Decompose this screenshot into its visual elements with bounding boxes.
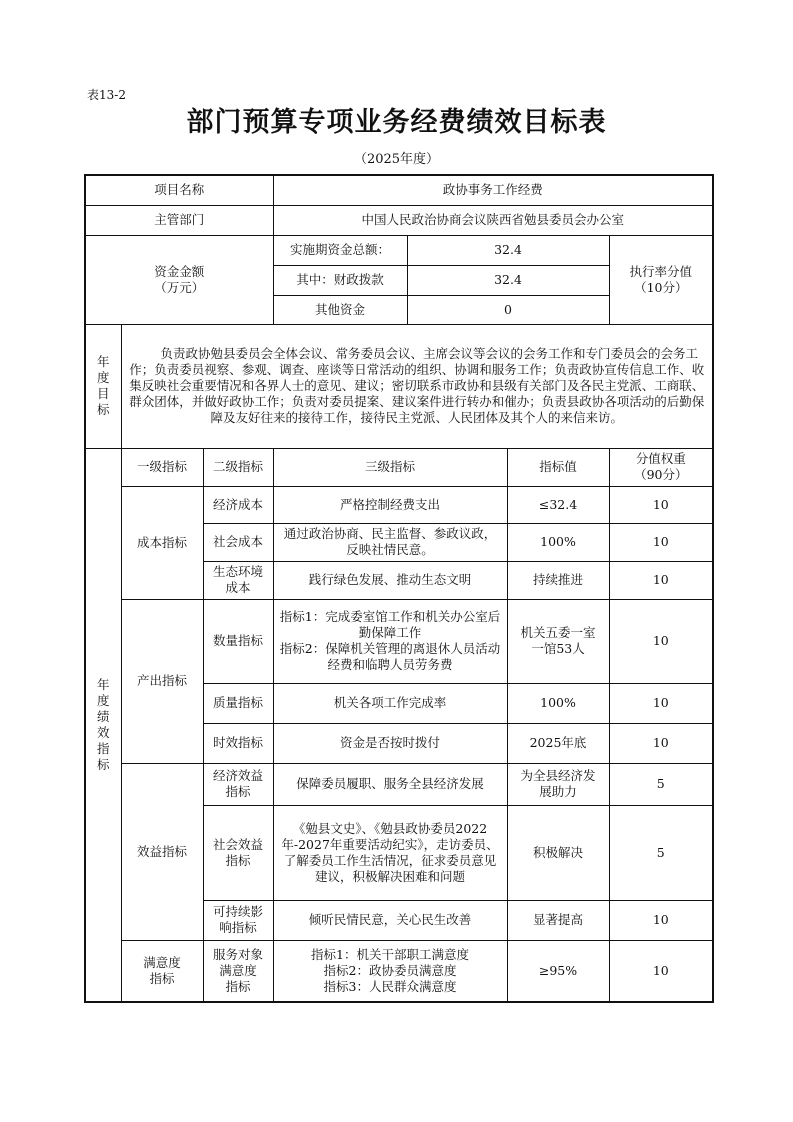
- level3-cell: 倾听民情民意，关心民生改善: [273, 900, 507, 940]
- level3-cell: 机关各项工作完成率: [273, 683, 507, 723]
- annual-goal-text: 负责政协勉县委员会全体会议、常务委员会议、主席会议等会议的会务工作和专门委员会的会务工作；负责委员视察、参观、调查、座谈等日常活动的组织、协调和服务工作；负责政协宣传信息工作、收集反映社会重要情况和各界人士的意见、建议；密切联系市政协和县级有关部门及各民主党派、工商联、群众团体，并做好政协工作；负责对委员提案、建议案件进行转办和催办；负责县政协各项活动的后勤保障及友好往来的接待工作，接待民主党派、人民团体及其个人的来信来访。: [121, 324, 713, 448]
- funds-total-value: 32.4: [407, 235, 609, 265]
- department-label: 主管部门: [85, 205, 273, 235]
- value-cell: 100%: [507, 523, 609, 561]
- level3-cell: 《勉县文史》、《勉县政协委员2022年-2027年重要活动纪实》，走访委员、了解委员工作生活情况，征求委员意见建议，积极解决困难和问题: [273, 805, 507, 900]
- department-row: [85, 205, 713, 235]
- level3-cell: 保障委员履职、服务全县经济发展: [273, 763, 507, 805]
- weight-cell: 10: [609, 940, 713, 1002]
- level2-cell: 质量指标: [203, 683, 273, 723]
- table-number: 表13-2: [87, 88, 126, 102]
- project-name-label: 项目名称: [85, 175, 273, 205]
- page-title: 部门预算专项业务经费绩效目标表: [186, 107, 607, 138]
- funds-label: 资金金额 （万元）: [85, 235, 273, 324]
- funds-total-row: [85, 235, 713, 265]
- value-cell: 机关五委一室 一馆53人: [507, 599, 609, 683]
- level2-cell: 可持续影 响指标: [203, 900, 273, 940]
- funds-fiscal-label: 其中：财政拨款: [273, 265, 407, 295]
- weight-cell: 10: [609, 486, 713, 523]
- value-cell: 为全县经济发 展助力: [507, 763, 609, 805]
- weight-cell: 10: [609, 723, 713, 763]
- fiscal-year: （2025年度）: [353, 152, 440, 167]
- level2-cell: 经济成本: [203, 486, 273, 523]
- cost-indicator-label: 成本指标: [121, 486, 203, 599]
- value-cell: ≥95%: [507, 940, 609, 1002]
- table-row: [85, 599, 713, 683]
- funds-total-label: 实施期资金总额：: [273, 235, 407, 265]
- value-cell: 显著提高: [507, 900, 609, 940]
- weight-cell: 10: [609, 523, 713, 561]
- level3-cell: 资金是否按时拨付: [273, 723, 507, 763]
- annual-goal-row: [85, 324, 713, 448]
- level2-cell: 时效指标: [203, 723, 273, 763]
- header-level3: 三级指标: [273, 448, 507, 486]
- weight-cell: 10: [609, 599, 713, 683]
- funds-other-label: 其他资金: [273, 295, 407, 324]
- level2-cell: 服务对象 满意度 指标: [203, 940, 273, 1002]
- project-name-value: 政协事务工作经费: [273, 175, 713, 205]
- weight-cell: 10: [609, 561, 713, 599]
- funds-fiscal-value: 32.4: [407, 265, 609, 295]
- level3-cell: 指标1：机关干部职工满意度 指标2：政协委员满意度 指标3：人民群众满意度: [273, 940, 507, 1002]
- level3-cell: 指标1：完成委室馆工作和机关办公室后勤保障工作 指标2：保障机关管理的离退休人员活动经费和临聘人员劳务费: [273, 599, 507, 683]
- weight-cell: 10: [609, 900, 713, 940]
- weight-cell: 5: [609, 763, 713, 805]
- indicator-header-row: [85, 448, 713, 486]
- table-row: [85, 763, 713, 805]
- funds-other-value: 0: [407, 295, 609, 324]
- level3-cell: 通过政治协商、民主监督、参政议政，反映社情民意。: [273, 523, 507, 561]
- benefit-indicator-label: 效益指标: [121, 763, 203, 940]
- level2-cell: 生态环境 成本: [203, 561, 273, 599]
- satisfaction-indicator-label: 满意度 指标: [121, 940, 203, 1002]
- value-cell: ≤32.4: [507, 486, 609, 523]
- value-cell: 持续推进: [507, 561, 609, 599]
- value-cell: 积极解决: [507, 805, 609, 900]
- project-name-row: [85, 175, 713, 205]
- level2-cell: 社会效益 指标: [203, 805, 273, 900]
- table-row: [85, 486, 713, 523]
- level2-cell: 社会成本: [203, 523, 273, 561]
- performance-target-table: [84, 174, 714, 1003]
- value-cell: 2025年底: [507, 723, 609, 763]
- level3-cell: 严格控制经费支出: [273, 486, 507, 523]
- header-level1: 一级指标: [121, 448, 203, 486]
- table-row: [85, 940, 713, 1002]
- level2-cell: 经济效益 指标: [203, 763, 273, 805]
- execution-rate-score: 执行率分值 （10分）: [609, 235, 713, 324]
- header-weight: 分值权重 （90分）: [609, 448, 713, 486]
- weight-cell: 5: [609, 805, 713, 900]
- department-value: 中国人民政治协商会议陕西省勉县委员会办公室: [273, 205, 713, 235]
- annual-goal-label: 年 度 目 标: [85, 324, 121, 448]
- indicator-section-label: 年 度 绩 效 指 标: [85, 448, 121, 1002]
- level3-cell: 践行绿色发展、推动生态文明: [273, 561, 507, 599]
- output-indicator-label: 产出指标: [121, 599, 203, 763]
- value-cell: 100%: [507, 683, 609, 723]
- weight-cell: 10: [609, 683, 713, 723]
- header-level2: 二级指标: [203, 448, 273, 486]
- level2-cell: 数量指标: [203, 599, 273, 683]
- header-value: 指标值: [507, 448, 609, 486]
